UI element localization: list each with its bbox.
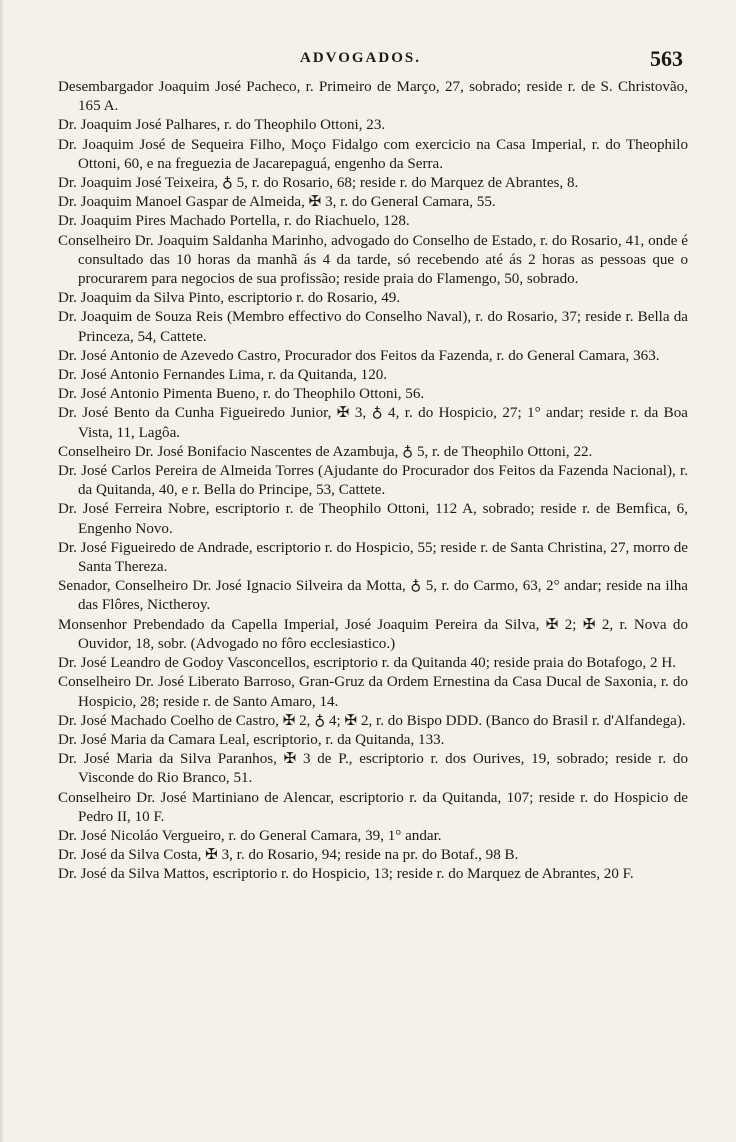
running-head: ADVOGADOS. (300, 50, 421, 66)
directory-entry: Dr. José Bento da Cunha Figueiredo Junior, ✠ 3, ♁ 4, r. do Hospicio, 27; 1° andar; reside r. da Boa Vista, 11, Lagôa. (58, 405, 688, 441)
directory-entry: Dr. Joaquim Pires Machado Portella, r. do Riachuelo, 128. (58, 213, 410, 230)
directory-entry: Dr. Joaquim José de Sequeira Filho, Moço Fidalgo com exercicio na Casa Imperial, r. do Theophilo Ottoni, 60, e na freguezia de Jacarepaguá, engenho da Serra. (58, 136, 688, 172)
directory-entry: Dr. Joaquim José Teixeira, ♁ 5, r. do Rosario, 68; reside r. do Marquez de Abrantes, 8. (58, 175, 579, 192)
lawyer-directory-list (58, 78, 688, 885)
directory-entry: Dr. José Machado Coelho de Castro, ✠ 2, ♁ 4; ✠ 2, r. do Bispo DDD. (Banco do Brasil r. d'Alfandega). (58, 712, 686, 729)
directory-entry: Dr. José Nicoláo Vergueiro, r. do General Camara, 39, 1° andar. (58, 827, 442, 844)
directory-entry: Dr. José Antonio Fernandes Lima, r. da Quitanda, 120. (58, 367, 388, 384)
directory-entry: Conselheiro Dr. José Martiniano de Alencar, escriptorio r. da Quitanda, 107; reside r. do Hospicio de Pedro II, 10 F. (58, 789, 688, 825)
directory-entry: Dr. José da Silva Costa, ✠ 3, r. do Rosario, 94; reside na pr. do Botaf., 98 B. (58, 847, 519, 864)
directory-entry: Dr. José Leandro de Godoy Vasconcellos, escriptorio r. da Quitanda 40; reside praia do Botafogo, 2 H. (58, 655, 676, 672)
directory-entry: Conselheiro Dr. José Bonifacio Nascentes de Azambuja, ♁ 5, r. de Theophilo Ottoni, 22. (58, 443, 593, 460)
directory-entry: Dr. José da Silva Mattos, escriptorio r. do Hospicio, 13; reside r. do Marquez de Abrantes, 20 F. (58, 866, 634, 883)
directory-entry: Conselheiro Dr. José Liberato Barroso, Gran-Gruz da Ordem Ernestina da Casa Ducal de Saxonia, r. do Hospicio, 28; reside r. de Santo Amaro, 14. (58, 674, 688, 710)
directory-entry: Dr. José Carlos Pereira de Almeida Torres (Ajudante do Procurador dos Feitos da Fazenda Nacional), r. da Quitanda, 40, e r. Bella do Principe, 53, Cattete. (58, 463, 688, 499)
directory-entry: Dr. Joaquim José Palhares, r. do Theophilo Ottoni, 23. (58, 117, 386, 134)
directory-entry: Dr. Joaquim da Silva Pinto, escriptorio r. do Rosario, 49. (58, 290, 401, 307)
directory-entry: Dr. José Maria da Silva Paranhos, ✠ 3 de P., escriptorio r. dos Ourives, 19, sobrado; reside r. do Visconde do Rio Branco, 51. (58, 751, 688, 787)
directory-entry: Dr. Joaquim Manoel Gaspar de Almeida, ✠ 3, r. do General Camara, 55. (58, 194, 496, 211)
directory-entry: Dr. José Ferreira Nobre, escriptorio r. de Theophilo Ottoni, 112 A, sobrado; reside r. de Bemfica, 6, Engenho Novo. (58, 501, 688, 537)
page-number: 563 (650, 46, 683, 71)
directory-entry: Conselheiro Dr. Joaquim Saldanha Marinho, advogado do Conselho de Estado, r. do Rosario, 41, onde é consultado das 10 horas da manhã ás 4 da tarde, só recebendo até ás 2 horas as pessoas que o procurarem para negocios de sua profissão; reside praia do Flamengo, 50, sobrado. (58, 232, 688, 288)
directory-entry: Dr. José Maria da Camara Leal, escriptorio, r. da Quitanda, 133. (58, 731, 445, 748)
directory-entry: Dr. José Antonio Pimenta Bueno, r. do Theophilo Ottoni, 56. (58, 386, 425, 403)
directory-entry: Dr. José Figueiredo de Andrade, escriptorio r. do Hospicio, 55; reside r. de Santa Christina, 27, morro de Santa Thereza. (58, 539, 688, 576)
directory-entry: Senador, Conselheiro Dr. José Ignacio Silveira da Motta, ♁ 5, r. do Carmo, 63, 2° andar; reside na ilha das Flôres, Nictheroy. (58, 578, 688, 614)
directory-entry: Dr. Joaquim de Souza Reis (Membro effectivo do Conselho Naval), r. do Rosario, 37; reside r. Bella da Princeza, 54, Cattete. (58, 309, 688, 345)
directory-entry: Dr. José Antonio de Azevedo Castro, Procurador dos Feitos da Fazenda, r. do General Camara, 363. (58, 347, 660, 364)
directory-entry: Monsenhor Prebendado da Capella Imperial, José Joaquim Pereira da Silva, ✠ 2; ✠ 2, r. Nova do Ouvidor, 18, sobr. (Advogado no fôro ecclesiastico.) (58, 616, 688, 652)
directory-entry: Desembargador Joaquim José Pacheco, r. Primeiro de Março, 27, sobrado; reside r. de S. Christovão, 165 A. (58, 79, 688, 115)
page-header (0, 46, 736, 74)
page-edge-shadow (0, 0, 4, 1142)
